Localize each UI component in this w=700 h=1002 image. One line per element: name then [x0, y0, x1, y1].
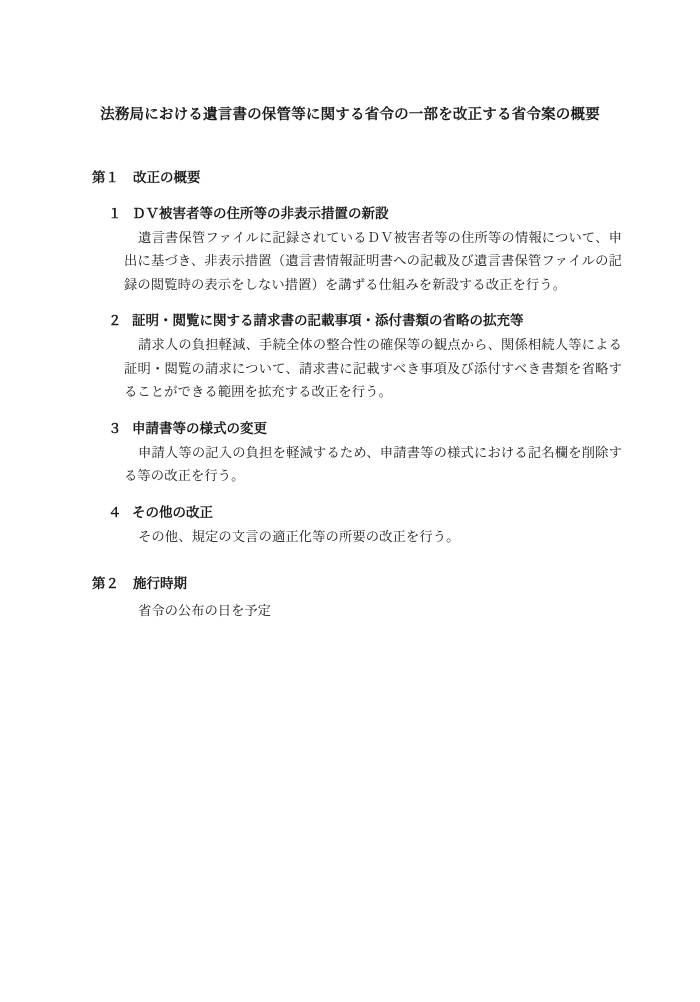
list-item	[92, 502, 622, 548]
item-title-1: ＤＶ被害者等の住所等の非表示措置の新設	[132, 205, 389, 221]
page-title: 法務局における遺言書の保管等に関する省令の一部を改正する省令案の概要	[100, 107, 600, 123]
item-number-1: １	[108, 205, 122, 221]
section-2	[92, 574, 622, 623]
item-body-2: 請求人の負担軽減、手続全体の整合性の確保等の観点から、関係相続人等による証明・閲覧の請求について、請求書に記載すべき事項及び添付すべき書類を省略することができる範囲を拡充する改正を行う。	[124, 337, 622, 400]
list-item	[92, 310, 622, 404]
section-heading-1	[92, 168, 622, 189]
section-number-1: 第１	[92, 170, 119, 185]
item-title-3: 申請書等の様式の変更	[132, 421, 267, 437]
item-number-2: ２	[108, 313, 122, 329]
document-body	[92, 168, 622, 636]
section-title-1: 改正の概要	[133, 170, 201, 185]
item-title-4: その他の改正	[132, 504, 213, 520]
section-body-2: 省令の公布の日を予定	[138, 603, 271, 619]
section-number-2: 第２	[92, 576, 119, 592]
item-heading-1	[108, 203, 622, 225]
item-title-2: 証明・閲覧に関する請求書の記載事項・添付書類の省略の拡充等	[132, 313, 524, 329]
item-heading-4	[108, 502, 622, 524]
item-number-3: ３	[108, 421, 122, 437]
item-number-4: ４	[108, 504, 122, 520]
section-title-2: 施行時期	[133, 576, 187, 592]
item-body-4: その他、規定の文言の適正化等の所要の改正を行う。	[138, 528, 460, 544]
section-heading-2	[92, 574, 622, 595]
list-item	[92, 418, 622, 488]
item-body-1: 遺言書保管ファイルに記録されているＤＶ被害者等の住所等の情報について、申出に基づき、非表示措置（遺言書情報証明書への記載及び遺言書保管ファイルの記録の閲覧時の表示をしない措置）を講ずる仕組みを新設する改正を行う。	[124, 229, 622, 292]
list-item	[92, 203, 622, 297]
item-heading-3	[108, 418, 622, 440]
item-body-3: 申請人等の記入の負担を軽減するため、申請書等の様式における記名欄を削除する等の改正を行う。	[124, 444, 622, 484]
item-heading-2	[108, 310, 622, 332]
